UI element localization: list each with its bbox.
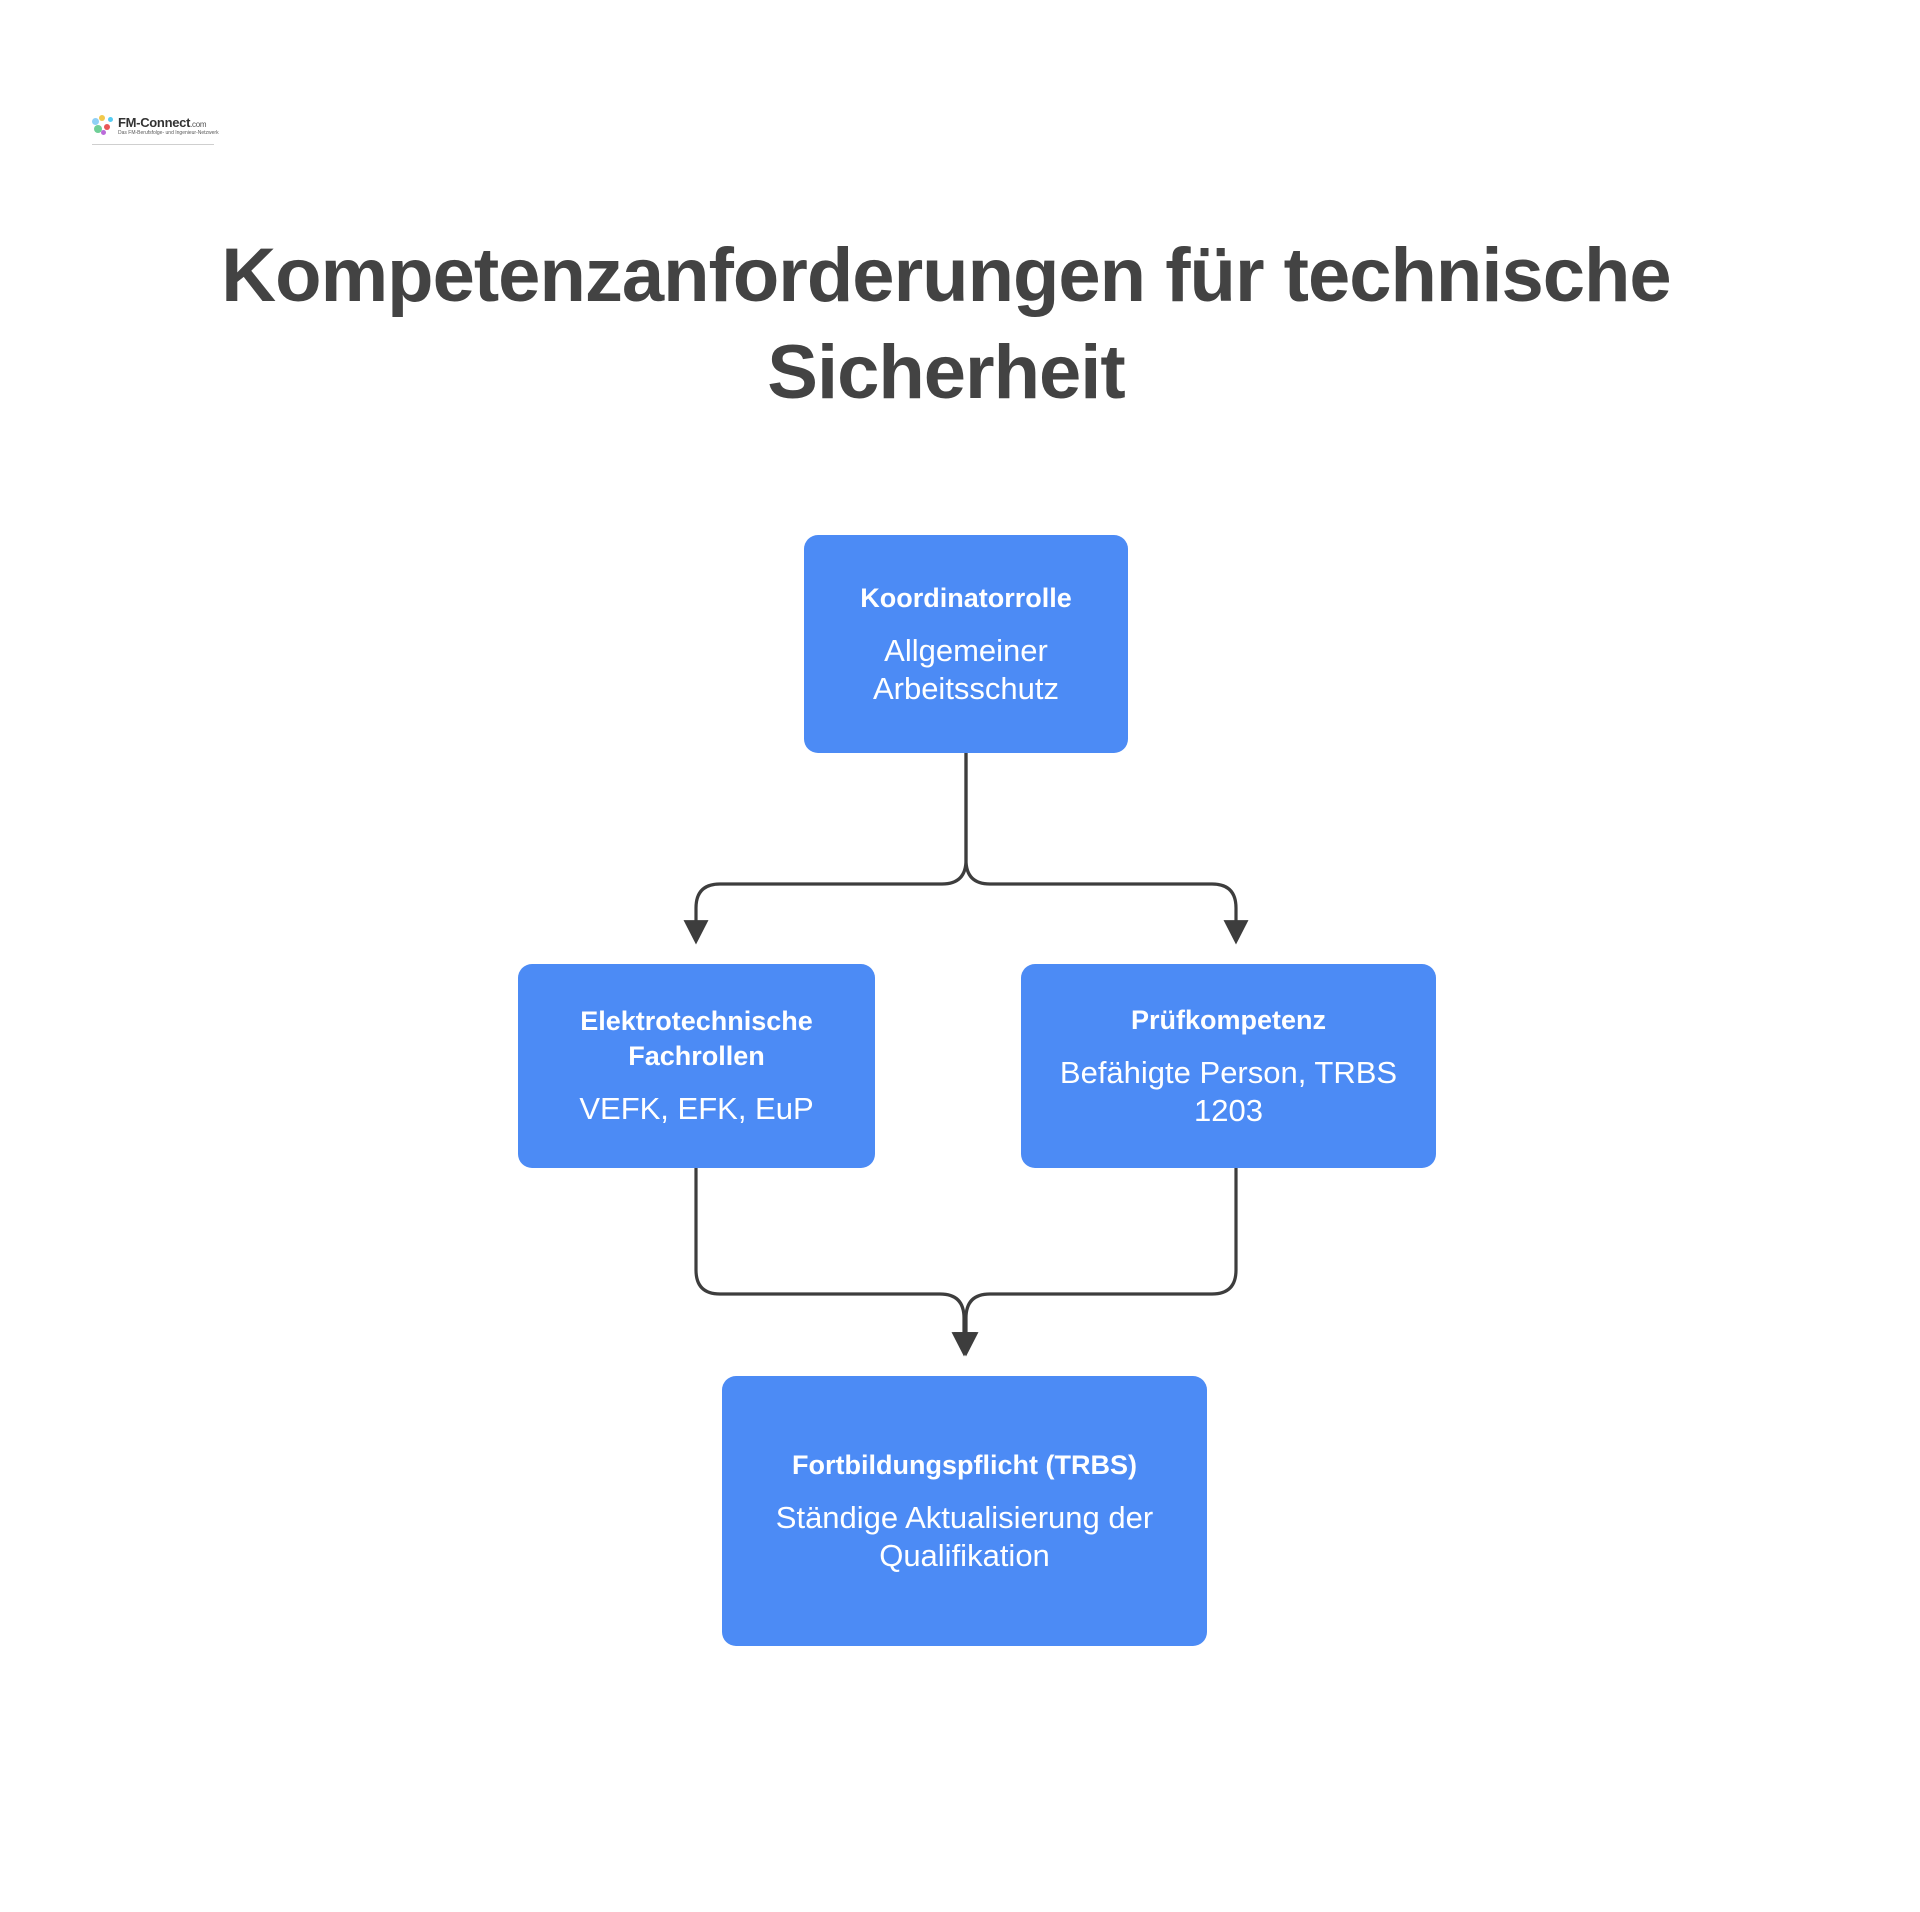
node-subtitle: VEFK, EFK, EuP (579, 1091, 814, 1127)
node-subtitle: Allgemeiner Arbeitsschutz (872, 632, 1060, 706)
node-subtitle: Befähigte Person, TRBS 1203 (1059, 1054, 1398, 1128)
node-subtitle: Ständige Aktualisierung der Qualifikation (775, 1499, 1154, 1573)
page-title: Kompetenzanforderungen für technische Sicherheit (221, 232, 1671, 416)
node-fortbildungspflicht[interactable] (722, 1376, 1207, 1646)
node-title: Koordinatorrolle (860, 582, 1072, 613)
node-pruefkompetenz[interactable] (1021, 964, 1436, 1168)
edge-koordinatorrolle-to-pruefkompetenz (966, 753, 1236, 940)
node-koordinatorrolle[interactable] (804, 535, 1128, 753)
logo-wordmark-main: FM-Connect (118, 115, 191, 130)
edge-pruefkompetenz-to-fortbildung (966, 1168, 1236, 1352)
node-title: Prüfkompetenz (1130, 1004, 1327, 1035)
logo-tagline: Das FM-Berufsfolge- und Ingenieur-Netzwerk (118, 130, 219, 136)
node-title: Fortbildungspflicht (TRBS) (792, 1449, 1137, 1480)
node-title: Elektrotechnische Fachrollen (580, 1006, 813, 1072)
logo-wordmark-suffix: .com (190, 120, 207, 129)
node-elektrotechnische-fachrollen[interactable] (518, 964, 875, 1168)
edge-koordinatorrolle-to-fachrollen (696, 753, 966, 940)
edge-fachrollen-to-fortbildung (696, 1168, 964, 1352)
